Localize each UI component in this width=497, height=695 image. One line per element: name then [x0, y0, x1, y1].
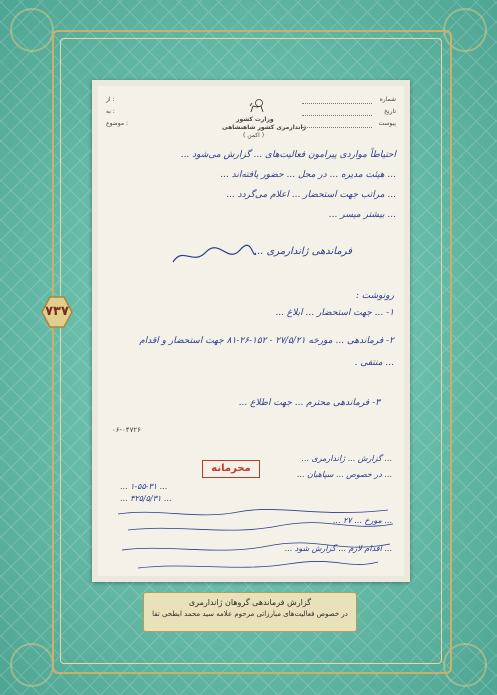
lower-note-line: ... گزارش ... ژاندارمری ... — [301, 454, 392, 463]
body-line: احتیاطاً مواردی پیرامون فعالیت‌های ... گزارش می‌شود ... — [180, 150, 396, 160]
distribution-item: ۱- ... جهت استحضار ... ابلاغ ... — [275, 308, 394, 318]
lower-note-line: ... مورخ ... ۲۷ ... — [332, 516, 392, 525]
header-line — [302, 127, 372, 128]
handwritten-scribbles — [118, 506, 398, 576]
letter-document — [92, 80, 410, 582]
distribution-item: ... منتفی . — [354, 358, 394, 368]
lower-note-line: ... در خصوص ... سپاهیان ... — [296, 470, 392, 479]
header-to-label: به : — [106, 108, 115, 115]
page-number: ۷۳۷ — [45, 304, 69, 319]
caption-subtitle: در خصوص فعالیت‌های مبارزاتی مرحوم علامه سید محمد ابطحی تفا — [152, 610, 348, 618]
gendarmerie-title: ژاندارمری کشور شاهنشاهی — [222, 124, 307, 131]
body-line: ... هیئت مدیره ... در محل ... حضور یافته‌اند ... — [220, 170, 396, 180]
corner-ornament — [10, 8, 54, 52]
body-line: ... بیشتر میسر ... — [328, 210, 396, 220]
header-number-label: شماره — [379, 96, 396, 103]
lower-note-line: ... ۳۲۵/۵/۳۱ ... — [120, 494, 172, 503]
header-from-label: از : — [106, 96, 115, 103]
caption-box — [143, 592, 357, 632]
signature-scribble — [168, 244, 258, 268]
lower-note-line: ... ۱-۵۵-۳۱ ... — [120, 482, 168, 491]
reference-number: ۰۶-۰۴۷۲۶ — [112, 426, 141, 434]
body-line: ... مراتب جهت استحضار ... اعلام می‌گردد ... — [226, 190, 396, 200]
signature-note: فرماندهی ژاندارمری ... — [253, 246, 352, 257]
header-line — [302, 103, 372, 104]
header-date-label: تاریخ — [384, 108, 396, 115]
confidential-stamp: محرمانه — [202, 460, 260, 478]
section-title: رونوشت : — [355, 291, 394, 301]
lion-and-sun-emblem-icon — [248, 98, 266, 114]
header-subtitle: ( اکمن ) — [243, 132, 265, 139]
distribution-item: ۲- فرماندهی ... مورخه ۲۷/۵/۲۱ - ۱۵۲-۲۶-۸۱ جهت استحضار و اقدام — [139, 336, 394, 346]
corner-ornament — [10, 643, 54, 687]
caption-title: گزارش فرماندهی گروهان ژاندارمری — [188, 598, 312, 607]
header-attachment-label: پیوست — [378, 120, 396, 127]
letter-paper — [98, 86, 404, 576]
lower-note-line: ... اقدام لازم ... گزارش شود ... — [284, 544, 392, 553]
ministry-title: وزارت کشور — [236, 116, 274, 123]
header-line — [302, 115, 372, 116]
distribution-item: ۳- فرماندهی محترم ... جهت اطلاع ... — [238, 398, 380, 408]
header-subject-label: موضوع : — [106, 120, 129, 127]
page-number-badge — [36, 295, 78, 329]
